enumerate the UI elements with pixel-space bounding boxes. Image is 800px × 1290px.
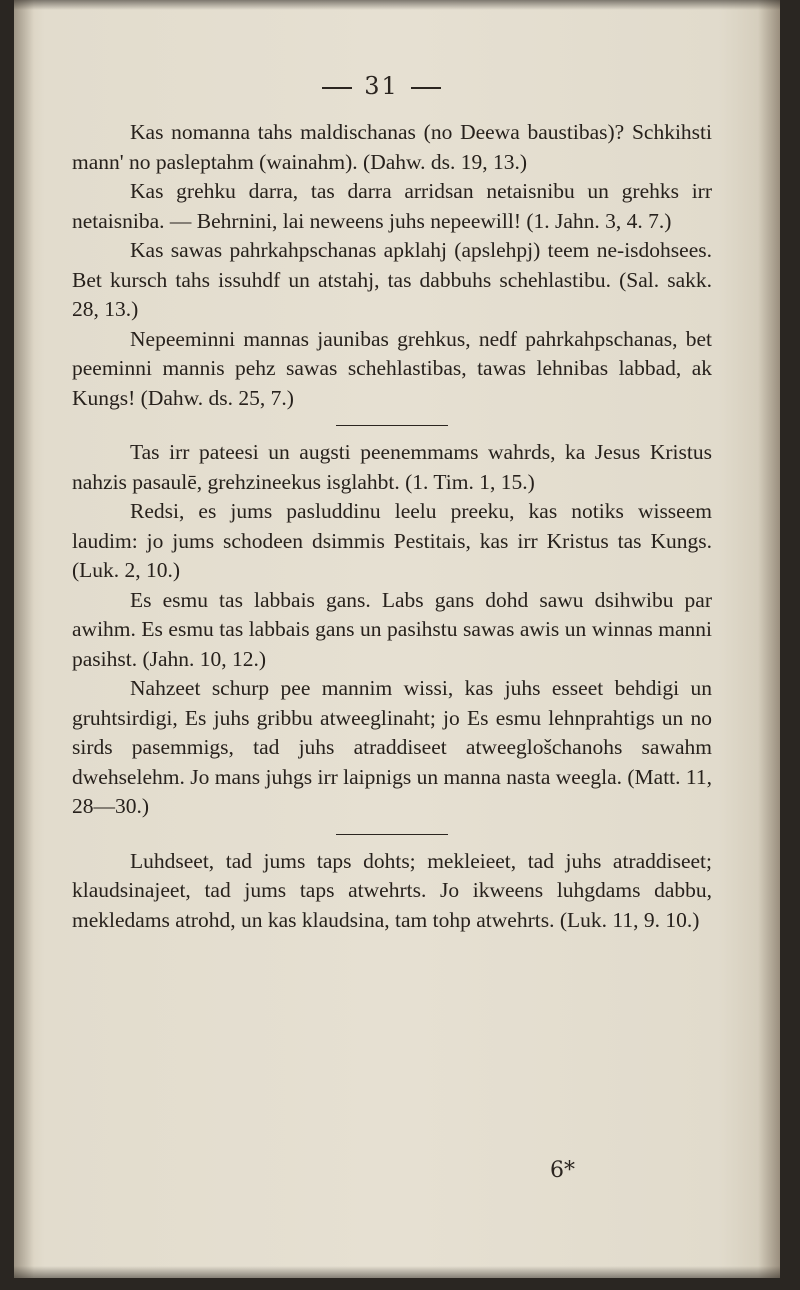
section-divider <box>336 425 448 426</box>
gutter-shadow <box>14 0 34 1278</box>
section-3 <box>72 847 712 936</box>
verse-paragraph: Redsi, es jums pasluddinu leelu preeku, kas notiks wisseem laudim: jo jums schodeen dsimmis Pestitais, kas irr Kristus tas Kungs. (Luk. 2, 10.) <box>72 499 712 582</box>
section-2 <box>72 438 712 822</box>
verse-paragraph: Nahzeet schurp pee mannim wissi, kas juhs esseet behdigi un gruhtsirdigi, Es juhs gribbu atweeglinaht; jo Es esmu lehnprahtigs un no sirds pasemmigs, tad juhs atraddiseet atweeglošchanohs sawahm dwehselehm. Jo mans juhgs irr laipnigs un manna nasta weegla. (Matt. 11, 28—30.) <box>72 676 712 818</box>
book-page <box>14 0 780 1278</box>
bottom-shadow <box>14 1266 780 1278</box>
header-dash-left <box>322 87 352 89</box>
verse-paragraph: Kas grehku darra, tas darra arridsan netaisnibu un grehks irr netaisniba. — Behrnini, lai neweens juhs nepeewill! (1. Jahn. 3, 4. 7.) <box>72 179 712 233</box>
section-1 <box>72 118 712 413</box>
page-edge <box>758 0 780 1278</box>
verse-paragraph: Kas nomanna tahs maldischanas (no Deewa baustibas)? Schkihsti mann' no pasleptahm (wainahm). (Dahw. ds. 19, 13.) <box>72 120 712 174</box>
page-body <box>72 118 712 935</box>
signature-mark: 6* <box>550 1158 575 1183</box>
section-divider <box>336 834 448 835</box>
verse-paragraph: Tas irr pateesi un augsti peenemmams wahrds, ka Jesus Kristus nahzis pasaulē, grehzineekus isglahbt. (1. Tim. 1, 15.) <box>72 440 712 494</box>
verse-paragraph: Nepeeminni mannas jaunibas grehkus, nedf pahrkahpschanas, bet peeminni mannis pehz sawas schehlastibas, tawas lehnibas labbad, ak Kungs! (Dahw. ds. 25, 7.) <box>72 326 712 410</box>
page-number: 31 <box>364 72 399 100</box>
page-header <box>14 72 749 100</box>
verse-paragraph: Kas sawas pahrkahpschanas apklahj (apslehpj) teem ne-isdohsees. Bet kursch tahs issuhdf un atstahj, tas dabbuhs schehlastibu. (Sal. sakk. 28, 13.) <box>72 238 712 321</box>
verse-paragraph: Luhdseet, tad jums taps dohts; mekleieet, tad juhs atraddiseet; klaudsinajeet, tad jums taps atwehrts. Jo ikweens luhgdams dabbu, mekledams atrohd, un kas klaudsina, tam tohp atwehrts. (Luk. 11, 9. 10.) <box>72 848 712 932</box>
verse-paragraph: Es esmu tas labbais gans. Labs gans dohd sawu dsihwibu par awihm. Es esmu tas labbais gans un pasihstu sawas awis un winnas manni pasihst. (Jahn. 10, 12.) <box>72 587 712 671</box>
header-dash-right <box>411 87 441 89</box>
top-shadow <box>14 0 780 10</box>
